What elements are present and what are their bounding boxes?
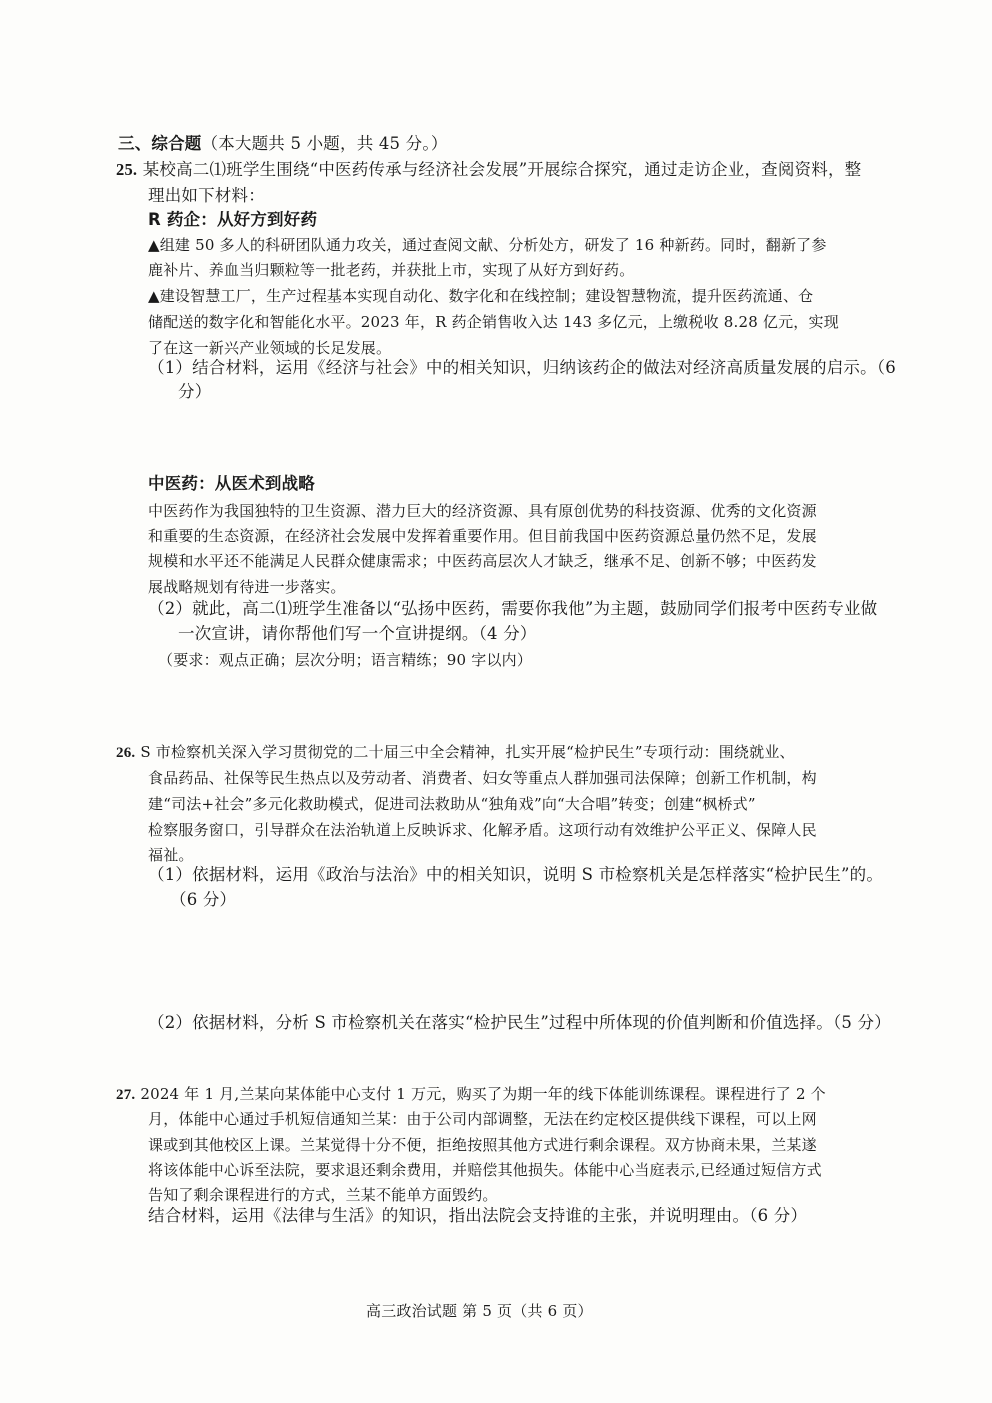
q25-material-3-line-1: 中医药作为我国独特的卫生资源、潜力巨大的经济资源、具有原创优势的科技资源、优秀的文化资源 xyxy=(148,502,817,520)
q27-line-2: 月，体能中心通过手机短信通知兰某：由于公司内部调整，无法在约定校区提供线下课程，可以上网 xyxy=(148,1110,817,1128)
q25-heading-tcm: 中医药：从医术到战略 xyxy=(148,474,315,493)
q25-material-1-line-2: 鹿补片、养血当归颗粒等一批老药，并获批上市，实现了从好方到好药。 xyxy=(148,261,635,279)
q25-intro-text-1: 某校高二⑴班学生围绕“中医药传承与经济社会发展”开展综合探究，通过走访企业，查阅资料，整 xyxy=(142,160,862,179)
q25-subquestion-2-line-2: 一次宣讲，请你帮他们写一个宣讲提纲。（4 分） xyxy=(178,624,537,643)
q25-material-3-line-3: 规模和水平还不能满足人民群众健康需求；中医药高层次人才缺乏，继承不足、创新不够；中医药发 xyxy=(148,552,817,570)
q25-subquestion-2-line-1: （2）就此，高二⑴班学生准备以“弘扬中医药，需要你我他”为主题，鼓励同学们报考中医药专业做 xyxy=(148,599,878,618)
q25-material-1-line-1: ▲组建 50 多人的科研团队通力攻关，通过查阅文献、分析处方，研发了 16 种新药。同时，翻新了参 xyxy=(148,236,827,254)
q26-line-2: 食品药品、社保等民生热点以及劳动者、消费者、妇女等重点人群加强司法保障；创新工作机制，构 xyxy=(148,769,817,787)
q25-material-3-line-4: 展战略规划有待进一步落实。 xyxy=(148,578,346,596)
q25-subquestion-1-line-2: 分） xyxy=(178,382,212,401)
q25-intro-line-2: 理出如下材料： xyxy=(148,186,265,205)
q27-number: 27. xyxy=(116,1087,136,1103)
q26-text-1: S 市检察机关深入学习贯彻党的二十届三中全会精神，扎实开展“检护民生”专项行动：围绕就业、 xyxy=(140,743,795,761)
q26-number: 26. xyxy=(116,745,136,761)
q26-subquestion-2: （2）依据材料，分析 S 市检察机关在落实“检护民生”过程中所体现的价值判断和价值选择。（5 分） xyxy=(148,1013,891,1032)
q26-line-4: 检察服务窗口，引导群众在法治轨道上反映诉求、化解矛盾。这项行动有效维护公平正义、保障人民 xyxy=(148,821,817,839)
q25-material-2-line-2: 储配送的数字化和智能化水平。2023 年，R 药企销售收入达 143 多亿元，上缴税收 8.28 亿元，实现 xyxy=(148,313,839,331)
page-footer: 高三政治试题 第 5 页（共 6 页） xyxy=(366,1302,593,1320)
q27-line-3: 课或到其他校区上课。兰某觉得十分不便，拒绝按照其他方式进行剩余课程。双方协商未果，兰某遂 xyxy=(148,1136,817,1154)
q27-text-1: 2024 年 1 月,兰某向某体能中心支付 1 万元，购买了为期一年的线下体能训练课程。课程进行了 2 个 xyxy=(140,1085,826,1103)
q27-task: 结合材料，运用《法律与生活》的知识，指出法院会支持谁的主张，并说明理由。（6 分） xyxy=(148,1206,808,1225)
q25-subquestion-1-line-1: （1）结合材料，运用《经济与社会》中的相关知识，归纳该药企的做法对经济高质量发展的启示。（6 xyxy=(148,358,896,377)
q27-line-1 xyxy=(116,1083,826,1106)
q26-line-5: 福祉。 xyxy=(148,846,194,864)
q25-intro-line-1 xyxy=(116,159,861,181)
q25-number: 25. xyxy=(116,160,138,179)
section-title: 三、综合题 xyxy=(118,134,202,153)
q25-material-3-line-2: 和重要的生态资源，在经济社会发展中发挥着重要作用。但目前我国中医药资源总量仍然不足，发展 xyxy=(148,527,817,545)
section-heading xyxy=(118,133,448,155)
q26-subquestion-1-line-1: （1）依据材料，运用《政治与法治》中的相关知识，说明 S 市检察机关是怎样落实“检护民生”的。 xyxy=(148,865,884,884)
section-note: （本大题共 5 小题，共 45 分。） xyxy=(201,134,448,153)
q25-heading-r-pharma: R 药企：从好方到好药 xyxy=(148,210,318,229)
q26-line-1 xyxy=(116,741,795,764)
q26-subquestion-1-line-2: （6 分） xyxy=(170,890,237,909)
q25-material-2-line-1: ▲建设智慧工厂，生产过程基本实现自动化、数字化和在线控制；建设智慧物流，提升医药流通、仓 xyxy=(148,287,814,305)
q27-line-4: 将该体能中心诉至法院，要求退还剩余费用，并赔偿其他损失。体能中心当庭表示,已经通过短信方式 xyxy=(148,1161,822,1179)
q27-line-5: 告知了剩余课程进行的方式，兰某不能单方面毁约。 xyxy=(148,1186,498,1204)
q25-material-2-line-3: 了在这一新兴产业领域的长足发展。 xyxy=(148,339,392,357)
q26-line-3: 建“司法+社会”多元化救助模式，促进司法救助从“独角戏”向“大合唱”转变；创建“枫桥式” xyxy=(148,795,756,813)
q25-subquestion-2-requirements: （要求：观点正确；层次分明；语言精练；90 字以内） xyxy=(158,651,533,669)
